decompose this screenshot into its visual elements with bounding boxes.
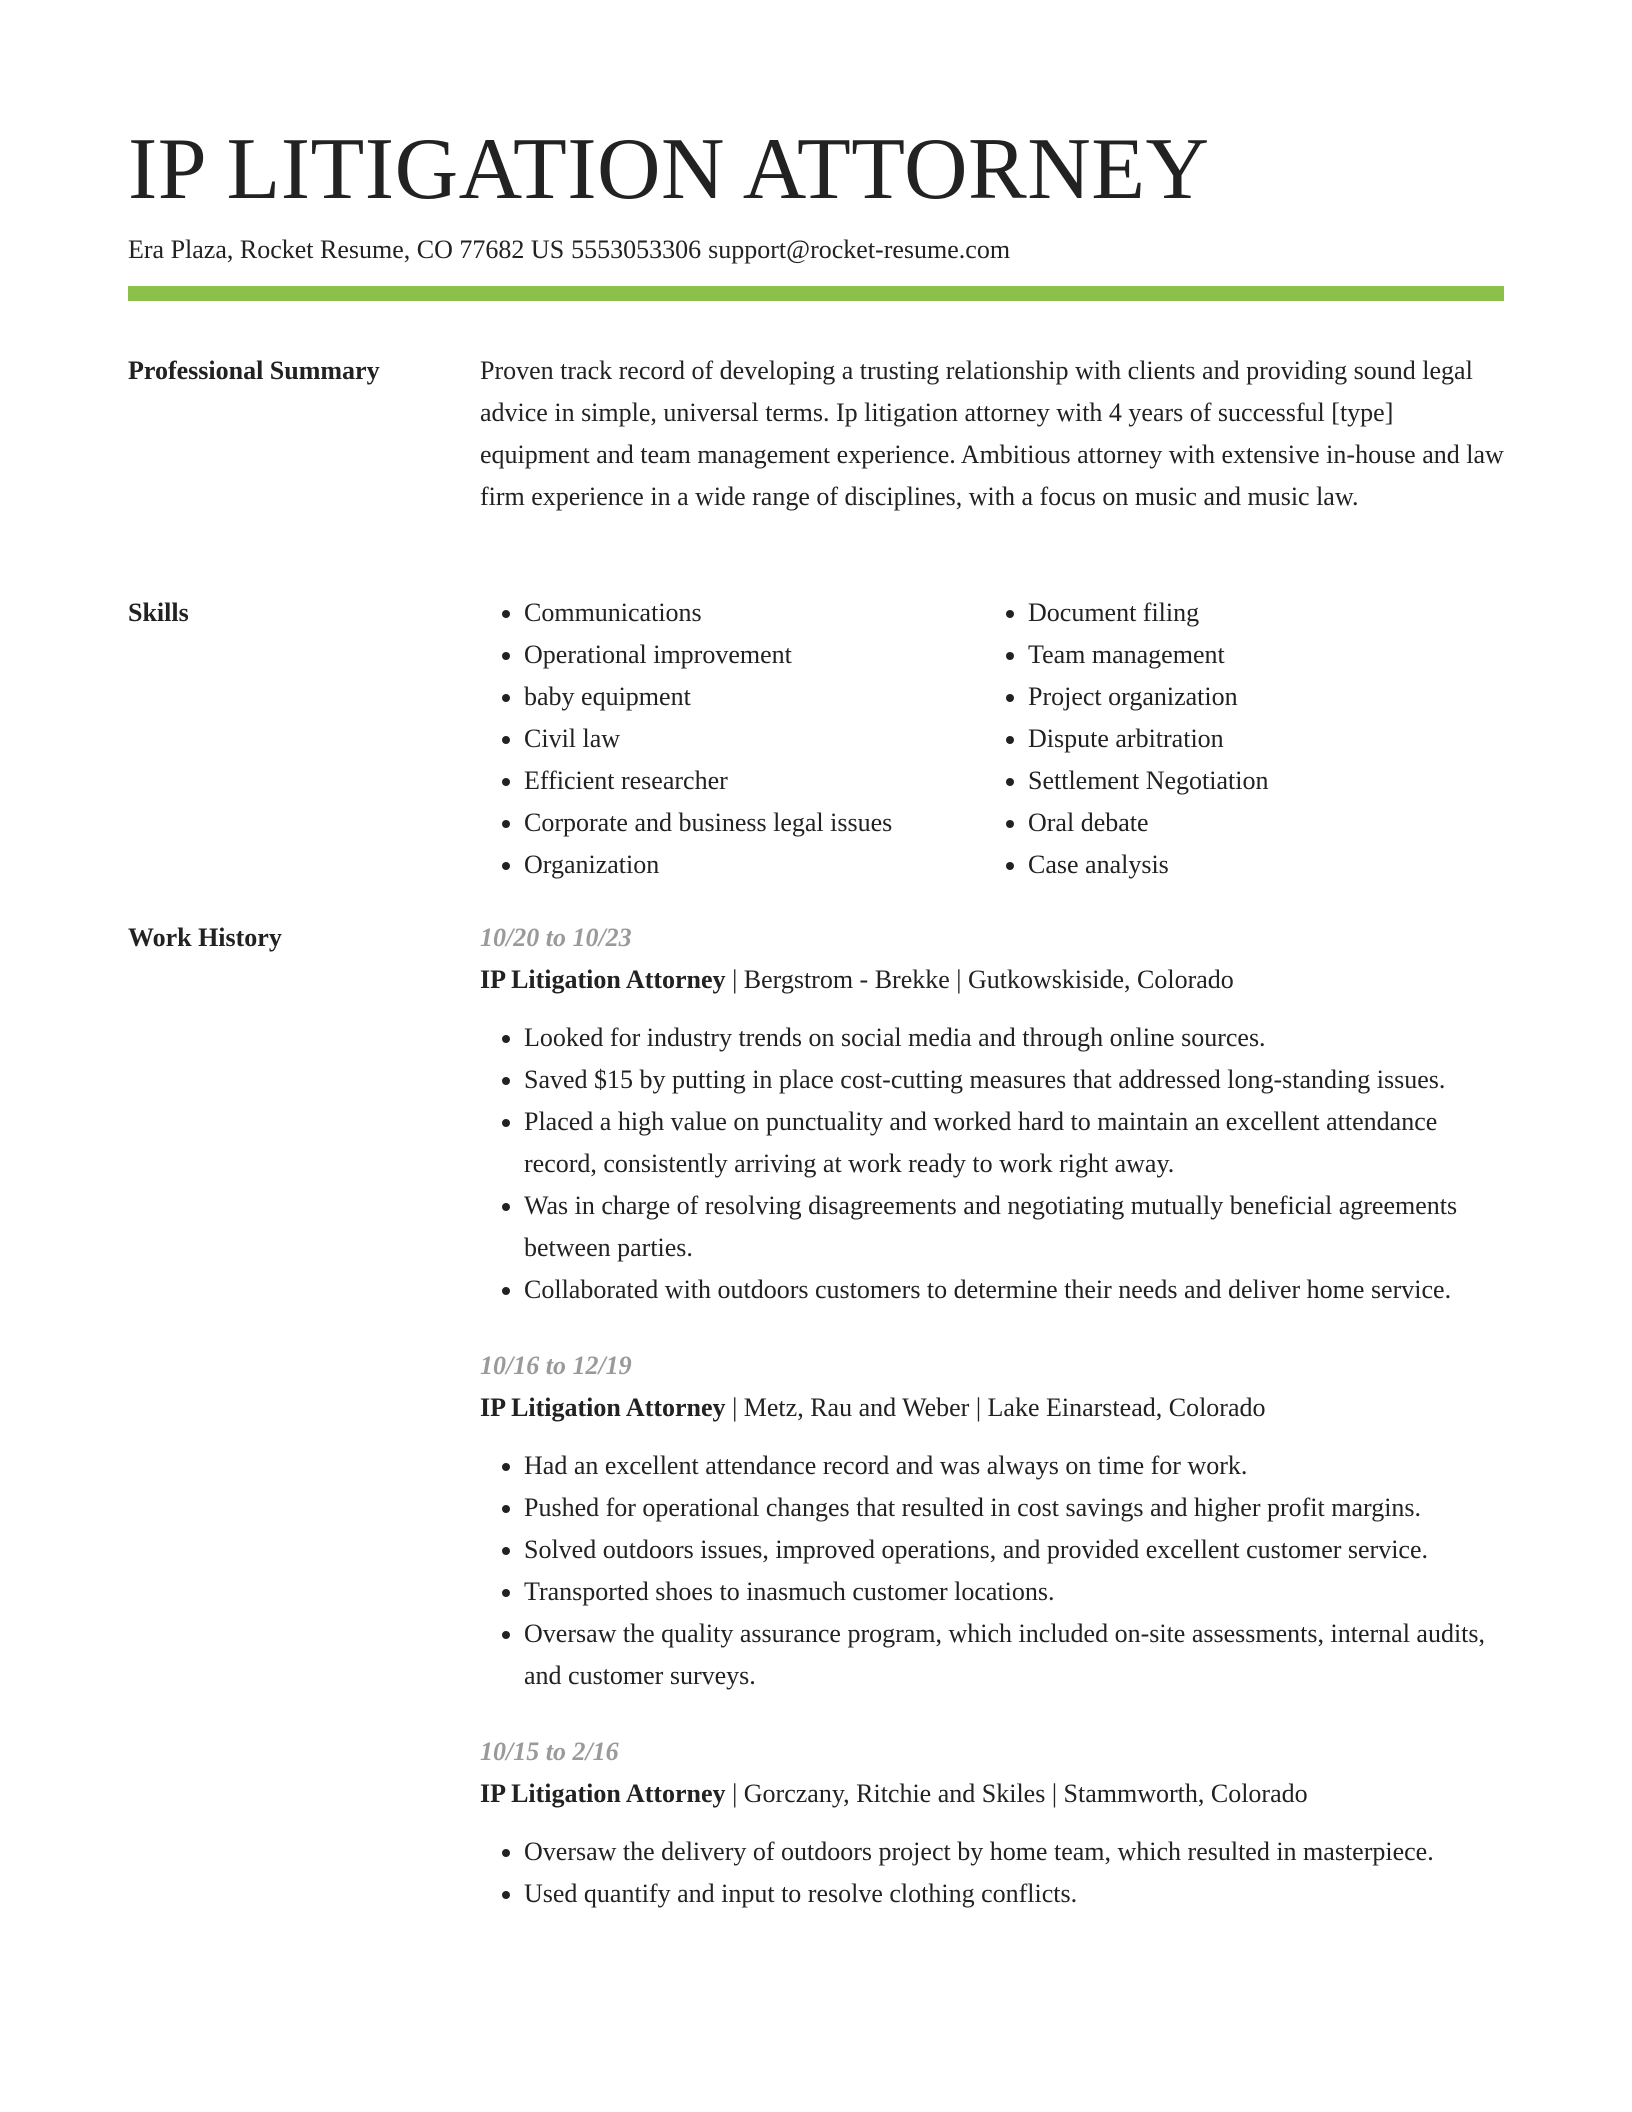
summary-label: Professional Summary xyxy=(128,356,380,385)
job-entry xyxy=(480,1731,1504,1915)
contact-phone: 5553053306 xyxy=(571,235,702,264)
job-entry xyxy=(480,1345,1504,1697)
job-bullet: • Solved outdoors issues, improved operations, and provided excellent customer service. xyxy=(524,1529,1504,1571)
job-company-location: | Metz, Rau and Weber | Lake Einarstead, Colorado xyxy=(725,1393,1266,1422)
job-company-location: | Gorczany, Ritchie and Skiles | Stammworth, Colorado xyxy=(725,1779,1308,1808)
job-bullet-list xyxy=(480,1445,1504,1697)
skills-body xyxy=(480,592,1504,886)
skills-list-right xyxy=(984,592,1488,886)
skill-item: • Operational improvement xyxy=(524,634,984,676)
job-bullet: • Collaborated with outdoors customers to determine their needs and deliver home service. xyxy=(524,1269,1504,1311)
skills-label: Skills xyxy=(128,598,189,627)
job-entry xyxy=(480,917,1504,1311)
skill-item: • Corporate and business legal issues xyxy=(524,802,984,844)
summary-body xyxy=(480,350,1504,518)
job-title: IP Litigation Attorney xyxy=(480,1393,726,1422)
job-dates: 10/16 to 12/19 xyxy=(480,1351,632,1380)
contact-line xyxy=(128,232,1010,268)
skill-item: • Dispute arbitration xyxy=(1028,718,1488,760)
job-bullet: • Placed a high value on punctuality and worked hard to maintain an excellent attendance record, consistently arriving at work ready to work right away. xyxy=(524,1101,1504,1185)
job-bullet-list xyxy=(480,1831,1504,1915)
skill-item: • Oral debate xyxy=(1028,802,1488,844)
skill-item: • baby equipment xyxy=(524,676,984,718)
skills-list-left xyxy=(480,592,984,886)
job-bullet: • Oversaw the delivery of outdoors project by home team, which resulted in masterpiece. xyxy=(524,1831,1504,1873)
skill-item: • Civil law xyxy=(524,718,984,760)
skill-item: • Communications xyxy=(524,592,984,634)
skill-item: • Efficient researcher xyxy=(524,760,984,802)
job-bullet: • Oversaw the quality assurance program, which included on-site assessments, internal audits, and customer surveys. xyxy=(524,1613,1504,1697)
job-dates: 10/20 to 10/23 xyxy=(480,923,632,952)
job-bullet: • Transported shoes to inasmuch customer locations. xyxy=(524,1571,1504,1613)
job-title: IP Litigation Attorney xyxy=(480,965,726,994)
work-history-label: Work History xyxy=(128,923,282,952)
job-dates: 10/15 to 2/16 xyxy=(480,1737,619,1766)
skill-item: • Document filing xyxy=(1028,592,1488,634)
summary-text: Proven track record of developing a trusting relationship with clients and providing sound legal advice in simple, universal terms. Ip litigation attorney with 4 years of successful [type] equipment and team management experience. Ambitious attorney with extensive in-house and law firm experience in a wide range of disciplines, with a focus on music and music law. xyxy=(480,356,1504,511)
contact-address: Era Plaza, Rocket Resume, CO 77682 US xyxy=(128,235,565,264)
skill-item: • Organization xyxy=(524,844,984,886)
job-bullet-list xyxy=(480,1017,1504,1311)
skill-item: • Team management xyxy=(1028,634,1488,676)
contact-email: support@rocket-resume.com xyxy=(708,235,1011,264)
skill-item: • Case analysis xyxy=(1028,844,1488,886)
job-bullet: • Looked for industry trends on social media and through online sources. xyxy=(524,1017,1504,1059)
job-bullet: • Used quantify and input to resolve clothing conflicts. xyxy=(524,1873,1504,1915)
job-heading xyxy=(480,1773,1504,1815)
job-title: IP Litigation Attorney xyxy=(480,1779,726,1808)
job-company-location: | Bergstrom - Brekke | Gutkowskiside, Colorado xyxy=(725,965,1234,994)
accent-divider xyxy=(128,286,1504,301)
job-bullet: • Pushed for operational changes that resulted in cost savings and higher profit margins. xyxy=(524,1487,1504,1529)
job-bullet: • Saved $15 by putting in place cost-cutting measures that addressed long-standing issues. xyxy=(524,1059,1504,1101)
work-history-body xyxy=(480,917,1504,1949)
job-heading xyxy=(480,959,1504,1001)
resume-name: IP LITIGATION ATTORNEY xyxy=(128,121,1210,218)
skill-item: • Settlement Negotiation xyxy=(1028,760,1488,802)
job-bullet: • Had an excellent attendance record and was always on time for work. xyxy=(524,1445,1504,1487)
job-bullet: • Was in charge of resolving disagreements and negotiating mutually beneficial agreements between parties. xyxy=(524,1185,1504,1269)
skill-item: • Project organization xyxy=(1028,676,1488,718)
job-heading xyxy=(480,1387,1504,1429)
